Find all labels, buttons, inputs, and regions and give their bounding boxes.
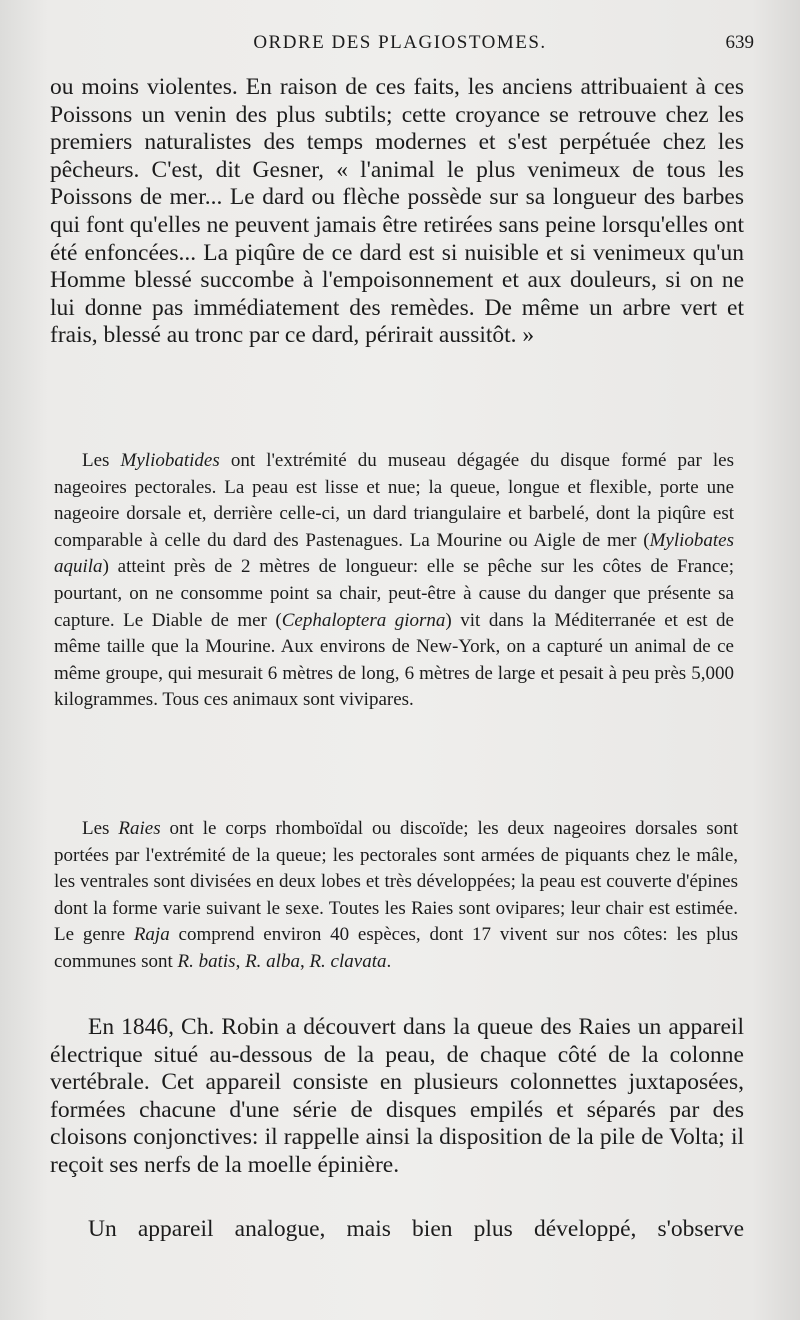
paragraph-text: ou moins violentes. En raison de ces faits, les anciens attribuaient à ces Poissons un venin des plus subtils; cette croyance se retrouve chez les premiers naturalistes des temps modernes et s'est perpétuée chez les pêcheurs. C'est, dit Gesner, « l'animal le plus venimeux de tous les Poissons de mer... Le dard ou flèche possède sur sa longueur des barbes qui font qu'elles ne peuvent jamais être retirées sans peine lorsqu'elles ont été enfoncées... La piqûre de ce dard est si nuisible et si venimeux qu'un Homme blessé succombe à l'empoisonnement et aux douleurs, si on ne lui donne pas immédiatement des remèdes. De même un arbre vert et frais, blessé au tronc par ce dard, périrait aussitôt. » [50,74,744,349]
taxon-name: Raies [118,818,161,839]
text-run: , [235,950,246,972]
taxon-name: Myliobates aquila [54,529,734,578]
taxon-name: R. batis [177,950,236,972]
text-run: ) vit dans la Méditerranée et est de même taille que la Mourine. Aux environs de New-York, on a capturé un animal de ce même groupe, qui mesurait 6 mètres de long, 6 mètres de large et pesait à peu près 5,000 kilogrammes. Tous ces animaux sont vivipares. [54,609,734,711]
taxon-name: R. alba [245,950,300,972]
text-run: Les [82,450,121,471]
paragraph-electric-organ [50,1014,744,1180]
text-run: comprend environ 40 espèces, dont 17 vivent sur nos côtes: les plus communes sont [54,924,739,972]
text-run: ont l'extrémité du museau dégagée du disque formé par les nageoires pectorales. La peau est lisse et nue; la queue, longue et flexible, porte une nageoire dorsale et, derrière celle-ci, un dard triangulaire et barbelé, dont la piqûre est comparable à celle du dard des Pastenagues. La Mourine ou Aigle de mer ( [54,450,734,551]
paragraph-myliobatides [54,448,734,714]
page-number: 639 [725,32,754,53]
paragraph-raies [54,816,738,976]
page-header [40,32,760,62]
paragraph-text: En 1846, Ch. Robin a découvert dans la queue des Raies un appareil électrique situé au-dessous de la peau, de chaque côté de la colonne vertébrale. Cet appareil consiste en plusieurs colonnettes juxtaposées, formées chacune d'une série de disques empilés et séparés par des cloisons conjonctives: il rappelle ainsi la disposition de la pile de Volta; il reçoit ses nerfs de la moelle épinière. [50,1014,744,1178]
text-run: . [386,950,392,972]
running-head: ORDRE DES PLAGIOSTOMES. [253,32,547,53]
paragraph-text: Un appareil analogue, mais bien plus développé, s'observe [88,1216,744,1242]
taxon-name: R. clavata [309,950,387,972]
taxon-name: Cephaloptera giorna [281,609,446,631]
paragraph-text [54,448,734,714]
paragraph-venom-gesner [50,74,744,350]
paragraph-continuation [50,1216,744,1244]
text-run: , [299,950,310,972]
text-run: Les [82,818,119,839]
text-run: ont le corps rhomboïdal ou discoïde; les deux nageoires dorsales sont portées par l'extrémité de la queue; les pectorales sont armées de piquants chez le mâle, les ventrales sont divisées en deux lobes et très développées; la peau est couverte d'épines dont la forme varie suivant le sexe. Toutes les Raies sont ovipares; leur chair est estimée. Le genre [54,818,738,946]
text-run: ) atteint près de 2 mètres de longueur: elle se pêche sur les côtes de France; pourtant, on ne consomme point sa chair, peut-être à cause du danger que présente sa capture. Le Diable de mer ( [54,556,734,631]
taxon-name: Myliobatides [120,450,220,471]
paragraph-text [54,816,738,976]
taxon-name: Raja [133,924,170,946]
